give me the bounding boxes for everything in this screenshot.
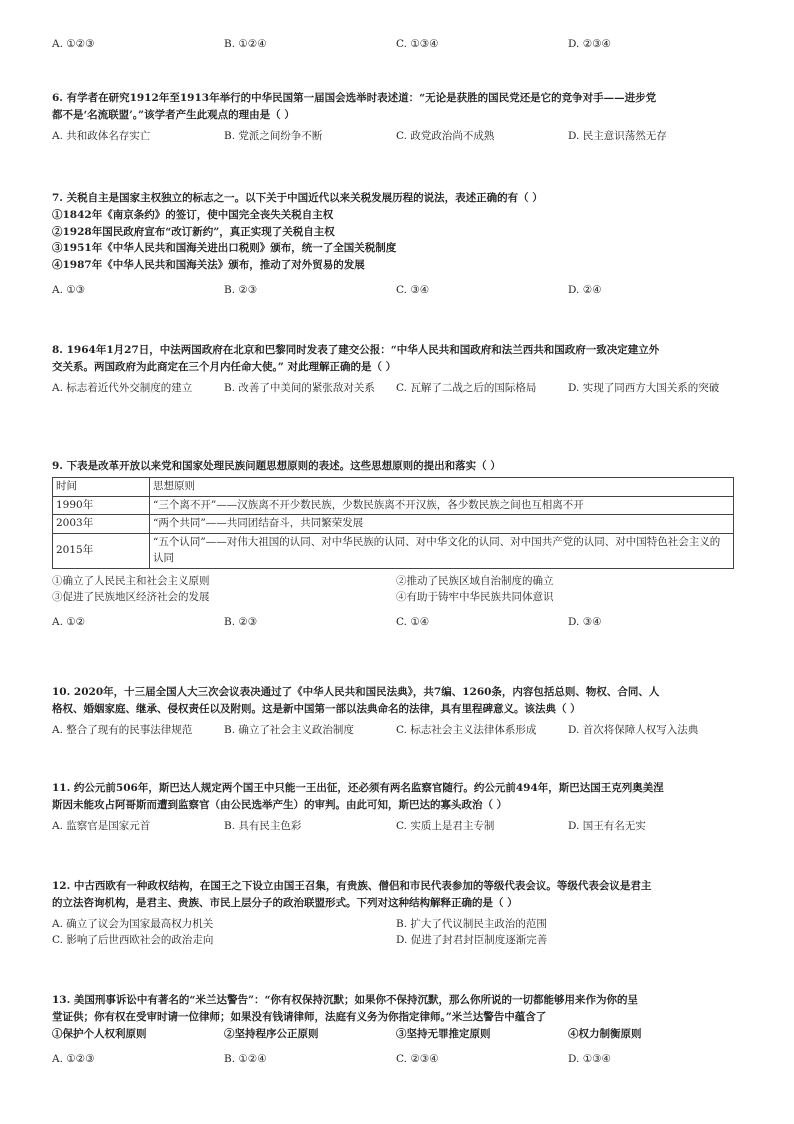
question-7: [52, 190, 742, 299]
option-d: D. ③④: [568, 616, 602, 629]
statement: ①1842年《南京条约》的签订，使中国完全丧失关税自主权: [52, 208, 334, 221]
options: [52, 722, 742, 739]
options: [52, 128, 742, 145]
table-row: [53, 515, 734, 534]
option-b: B. 扩大了代议制民主政治的范围: [396, 917, 547, 930]
table-cell: 2015年: [53, 534, 150, 569]
statement: ③促进了民族地区经济社会的发展: [52, 591, 210, 604]
option-d: D. 首次将保障人权写入法典: [568, 723, 699, 736]
statement: ②推动了民族区域自治制度的确立: [396, 574, 554, 587]
option-a: A. ①②: [52, 616, 86, 629]
option-d: D. 实现了同西方大国关系的突破: [568, 381, 720, 394]
stem-line: 都不是‘名流联盟’。”该学者产生此观点的理由是（ ）: [52, 108, 295, 121]
table-row: [53, 496, 734, 515]
option-d: D. ①③④: [568, 1052, 611, 1065]
options: [52, 614, 742, 631]
option-c: C. 政党政治尚不成熟: [396, 129, 495, 142]
stem-line: 11. 约公元前506年，斯巴达人规定两个国王中只能一王出征，还必须有两名监察官随行。约公元前494年，斯巴达国王克列奥美涅: [52, 782, 664, 794]
stem-line: 6. 有学者在研究1912年至1913年举行的中华民国第一届国会选举时表述道：“无论是获胜的国民党还是它的竞争对手——进步党: [52, 92, 657, 104]
option-d: D. 国王有名无实: [568, 819, 646, 832]
option-c: C. 实质上是君主专制: [396, 819, 495, 832]
option-b: B. ①②④: [224, 1052, 267, 1065]
option-c: C. ②③④: [396, 1052, 439, 1065]
question-11: [52, 780, 742, 835]
option-c: C. ①③④: [396, 38, 439, 50]
option-c: C. ①④: [396, 616, 430, 629]
option-a: A. 整合了现有的民事法律规范: [52, 723, 193, 736]
options: [52, 1051, 742, 1068]
statement: ①保护个人权利原则: [52, 1027, 147, 1040]
options: [52, 818, 742, 835]
stem-line: 10. 2020年，十三届全国人大三次会议表决通过了《中华人民共和国民法典》，共7编、1260条，内容包括总则、物权、合同、人: [52, 686, 660, 698]
stem-line: 交关系。两国政府为此商定在三个月内任命大使。” 对此理解正确的是（ ）: [52, 360, 397, 373]
stem-line: 13. 美国刑事诉讼中有著名的“米兰达警告”：“你有权保持沉默；如果你不保持沉默，那么你所说的一切都能够用来作为你的呈: [52, 994, 639, 1006]
option-b: B. ①②④: [224, 38, 267, 50]
option-b: B. 确立了社会主义政治制度: [224, 723, 354, 736]
table-cell: 2003年: [53, 515, 150, 534]
option-a: A. ①②③: [52, 38, 95, 50]
option-b: B. ②③: [224, 283, 258, 296]
statement: ③坚持无罪推定原则: [396, 1027, 491, 1040]
option-a: A. ①③: [52, 283, 86, 296]
option-b: B. 改善了中美间的紧张敌对关系: [224, 381, 375, 394]
question-10: [52, 684, 742, 739]
options: [52, 282, 742, 299]
question-stem: [52, 90, 742, 124]
question-stem: [52, 878, 742, 912]
stem-line: 的立法咨询机构，是君主、贵族、市民上层分子的政治联盟形式。下列对这种结构解释正确的是（ ）: [52, 896, 518, 909]
option-d: D. 促进了封君封臣制度逐渐完善: [396, 934, 548, 947]
option-b: B. ②③: [224, 616, 258, 629]
option-d: D. ②③④: [568, 38, 611, 50]
option-c: C. ③④: [396, 283, 430, 296]
options: [52, 916, 742, 950]
statement: ①确立了人民民主和社会主义原则: [52, 574, 210, 587]
question-9: [52, 458, 742, 631]
option-c: C. 影响了后世西欧社会的政治走向: [52, 934, 214, 947]
option-b: B. 具有民主色彩: [224, 819, 302, 832]
stem-line: 12. 中古西欧有一种政权结构，在国王之下设立由国王召集，有贵族、僧侣和市民代表参加的等级代表会议。等级代表会议是君主: [52, 880, 652, 892]
option-a: A. 共和政体名存实亡: [52, 129, 151, 142]
statement: ④1987年《中华人民共和国海关法》颁布，推动了对外贸易的发展: [52, 259, 365, 272]
options: [52, 380, 742, 414]
statement: ②1928年国民政府宣布“改订新约”，真正实现了关税自主权: [52, 225, 335, 238]
option-a: A. 监察官是国家元首: [52, 819, 151, 832]
statement: ④权力制衡原则: [568, 1027, 642, 1040]
table-cell: “两个共同”——共同团结奋斗，共同繁荣发展: [150, 515, 734, 534]
question-stem: [52, 190, 742, 207]
question-6: [52, 90, 742, 145]
option-a: A. 确立了议会为国家最高权力机关: [52, 917, 214, 930]
table-header: 思想原则: [150, 477, 734, 496]
table-cell: 1990年: [53, 496, 150, 515]
options: [52, 36, 742, 53]
question-stem: [52, 458, 742, 475]
table-cell: “三个离不开”——汉族离不开少数民族，少数民族离不开汉族，各少数民族之间也互相离不开: [150, 496, 734, 515]
stem-line: 斯因未能攻占阿哥斯而遭到监察官（由公民选举产生）的审判。由此可知，斯巴达的寡头政治（ ）: [52, 798, 508, 811]
stem-line: 9. 下表是改革开放以来党和国家处理民族问题思想原则的表述。这些思想原则的提出和落实（ ）: [52, 460, 501, 472]
option-a: A. ①②③: [52, 1052, 95, 1065]
table-cell: “五个认同”——对伟大祖国的认同、对中华民族的认同、对中华文化的认同、对中国共产党的认同、对中国特色社会主义的认同: [150, 534, 734, 569]
question-8: [52, 342, 742, 414]
option-c: C. 瓦解了二战之后的国际格局: [396, 381, 537, 394]
question-stem: [52, 684, 742, 718]
statement-list: [52, 573, 742, 607]
stem-line: 格权、婚姻家庭、继承、侵权责任以及附则。这是新中国第一部以法典命名的法律，具有里程碑意义。该法典（ ）: [52, 702, 581, 715]
table-header: 时间: [53, 477, 150, 496]
statement-list: [52, 207, 742, 274]
table-row: [53, 534, 734, 569]
stem-line: 7. 关税自主是国家主权独立的标志之一。以下关于中国近代以来关税发展历程的说法，表述正确的有（ ）: [52, 192, 543, 204]
statement: ④有助于铸牢中华民族共同体意识: [396, 591, 554, 604]
option-d: D. 民主意识荡然无存: [568, 129, 667, 142]
question-stem: [52, 780, 742, 814]
statement: ③1951年《中华人民共和国海关进出口税则》颁布，统一了全国关税制度: [52, 242, 397, 255]
stem-line: 8. 1964年1月27日，中法两国政府在北京和巴黎同时发表了建交公报：“中华人民共和国政府和法兰西共和国政府一致决定建立外: [52, 344, 660, 356]
statement-list: [52, 1026, 742, 1043]
table-header-row: [53, 477, 734, 496]
question-12: [52, 878, 742, 949]
question-13: [52, 992, 742, 1068]
question-stem: [52, 342, 742, 376]
option-c: C. 标志社会主义法律体系形成: [396, 723, 537, 736]
statement: ②坚持程序公正原则: [224, 1027, 319, 1040]
option-b: B. 党派之间纷争不断: [224, 129, 323, 142]
option-a: A. 标志着近代外交制度的建立: [52, 381, 193, 394]
question-stem: [52, 992, 742, 1026]
principles-table: [52, 477, 734, 569]
stem-line: 堂证供；你有权在受审时请一位律师；如果没有钱请律师，法庭有义务为你指定律师。”米兰达警告中蕴含了: [52, 1010, 547, 1023]
question-5: [52, 36, 742, 53]
option-d: D. ②④: [568, 283, 602, 296]
